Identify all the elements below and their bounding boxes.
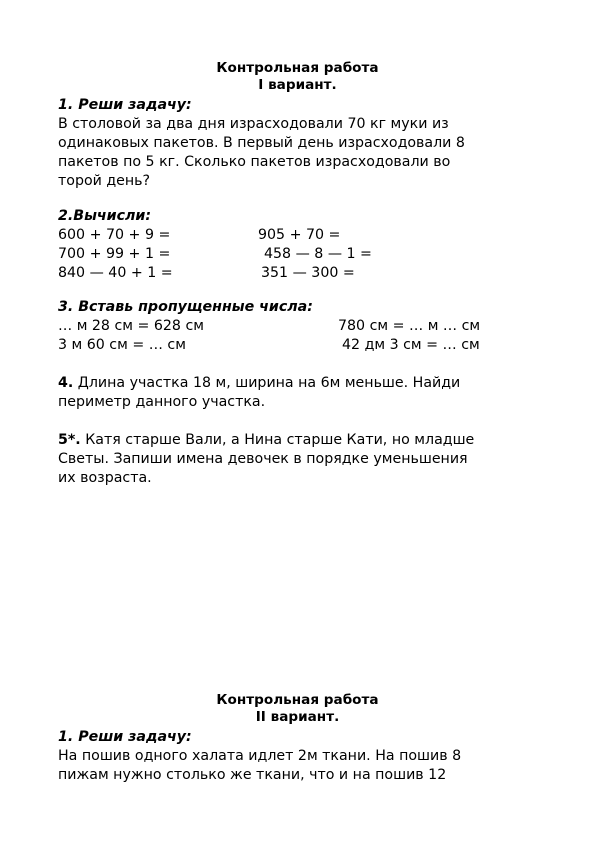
variant1-task3: [58, 298, 538, 355]
task4-number: 4.: [58, 375, 74, 391]
task1-line: пижам нужно столько же ткани, что и на пошив 12: [58, 767, 447, 783]
task1-line: На пошив одного халата идлет 2м ткани. На пошив 8: [58, 748, 462, 764]
task2-expression: 458 — 8 — 1 =: [264, 246, 372, 262]
task2-expression: 905 + 70 =: [258, 227, 341, 243]
task2-expression: 700 + 99 + 1 =: [58, 246, 171, 262]
task2-expression: 351 — 300 =: [261, 265, 355, 281]
task4-line: [58, 374, 538, 393]
task3-row: [58, 336, 538, 355]
task5-line: их возраста.: [58, 470, 152, 486]
task4-line: периметр данного участка.: [58, 394, 266, 410]
task4-text: Длина участка 18 м, ширина на 6м меньше. Найди: [77, 375, 461, 391]
task1-line: пакетов по 5 кг. Сколько пакетов израсходовали во: [58, 154, 451, 170]
task5-text: Катя старше Вали, а Нина старше Кати, но младше: [85, 432, 475, 448]
variant2-subtitle: II вариант.: [255, 709, 340, 725]
task1-heading: 1. Реши задачу:: [58, 729, 192, 745]
task2-row: [58, 264, 538, 283]
task5-line: [58, 431, 538, 450]
variant1-task2: [58, 207, 538, 283]
variant1-task4: [58, 374, 538, 412]
task1-heading: 1. Реши задачу:: [58, 97, 192, 113]
variant2-title: Контрольная работа: [216, 692, 379, 708]
variant1-task5: [58, 431, 538, 488]
variant1-task1: [58, 96, 538, 191]
variant1-subtitle: I вариант.: [258, 77, 337, 93]
task1-line: торой день?: [58, 173, 151, 189]
task1-line: одинаковых пакетов. В первый день израсходовали 8: [58, 135, 465, 151]
task3-expression: 780 см = … м … см: [338, 318, 481, 334]
task2-row: [58, 245, 538, 264]
task2-expression: 600 + 70 + 9 =: [58, 227, 171, 243]
task3-heading: 3. Вставь пропущенные числа:: [58, 299, 313, 315]
task1-line: В столовой за два дня израсходовали 70 кг муки из: [58, 116, 449, 132]
task2-row: [58, 226, 538, 245]
task3-expression: 3 м 60 см = … см: [58, 337, 186, 353]
task3-expression: 42 дм 3 см = … см: [342, 337, 480, 353]
task2-heading: 2.Вычисли:: [58, 208, 152, 224]
task5-number: 5*.: [58, 432, 81, 448]
task5-line: Светы. Запиши имена девочек в порядке уменьшения: [58, 451, 468, 467]
task2-expression: 840 — 40 + 1 =: [58, 265, 173, 281]
variant2-task1: [58, 728, 538, 785]
variant1-title: Контрольная работа: [216, 60, 379, 76]
task3-row: [58, 317, 538, 336]
task3-expression: … м 28 см = 628 см: [58, 318, 204, 334]
